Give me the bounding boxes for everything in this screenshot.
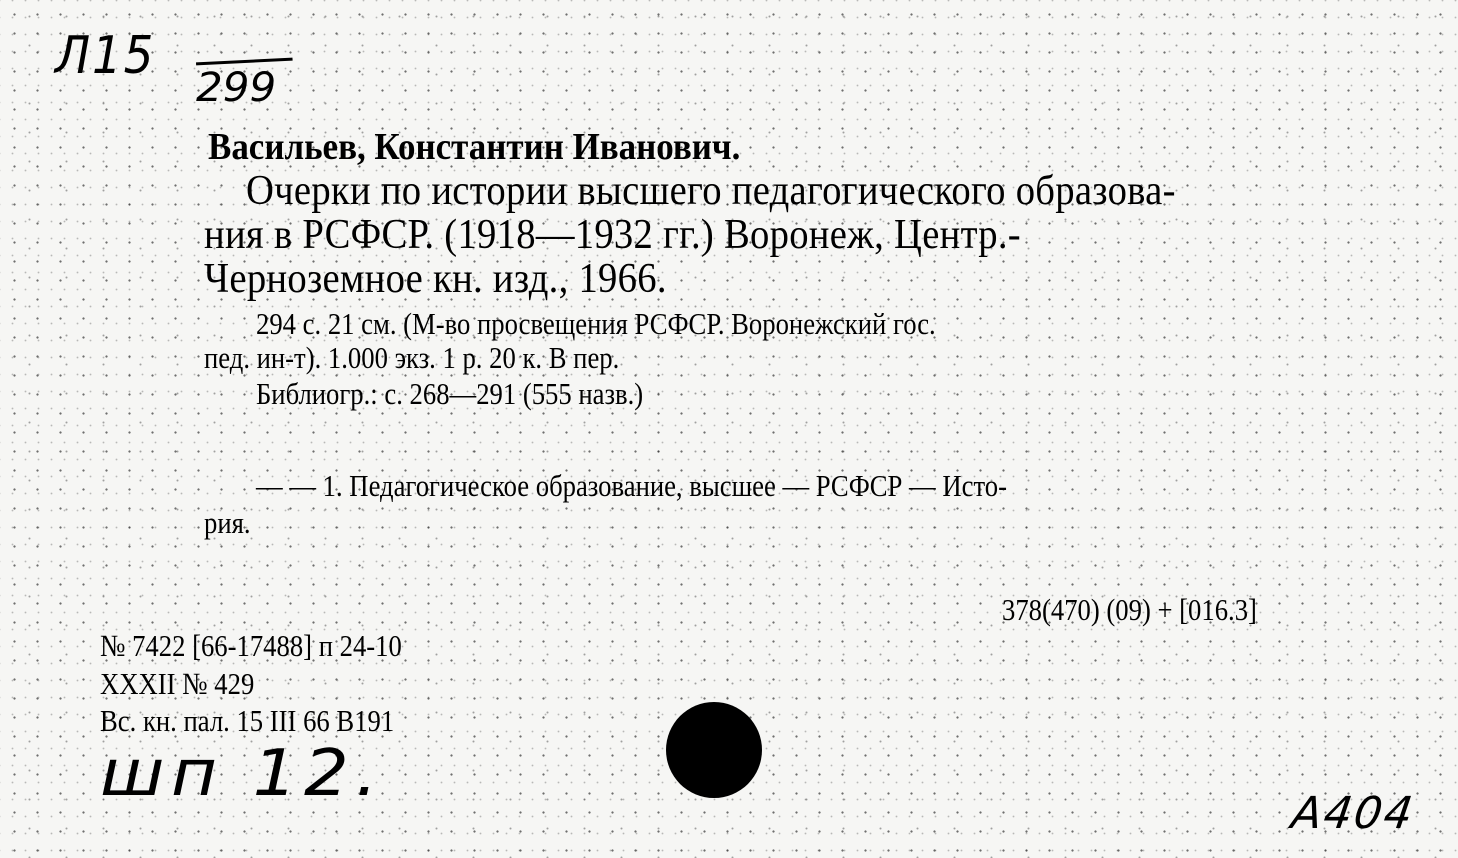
description-line-1: 294 с. 21 см. (М-во просвещения РСФСР. Воронежский гос. [256, 306, 936, 341]
title-line-1: Очерки по истории высшего педагогического образова- [246, 168, 1176, 214]
classification-code: 378(470) (09) + [016.3] [1002, 592, 1257, 627]
title-line-3: Черноземное кн. изд., 1966. [204, 256, 667, 302]
author-heading: Васильев, Константин Иванович. [208, 126, 741, 168]
title-line-2: ния в РСФСР. (1918—1932 гг.) Воронеж, Центр.- [204, 212, 1021, 258]
registry-line-1: № 7422 [66-17488] п 24-10 [100, 628, 402, 663]
handwritten-shelfmark: Л15 [55, 26, 156, 86]
handwritten-shelfmark-number: 299 [196, 65, 277, 111]
subject-line-1: — — 1. Педагогическое образование, высшее — РСФСР — Исто- [256, 468, 1007, 503]
handwritten-note-right: А404 [1288, 788, 1418, 839]
registry-line-2: XXXII № 429 [100, 666, 255, 701]
description-line-3: Библиогр.: с. 268—291 (555 назв.) [256, 376, 644, 411]
handwritten-note-left: шп 12. [100, 737, 385, 811]
description-line-2: пед. ин-т). 1.000 экз. 1 р. 20 к. В пер. [204, 340, 620, 375]
registry-line-3: Вс. кн. пал. 15 III 66 В191 [100, 703, 395, 738]
punch-hole [666, 702, 762, 798]
subject-line-2: рия. [204, 505, 251, 540]
